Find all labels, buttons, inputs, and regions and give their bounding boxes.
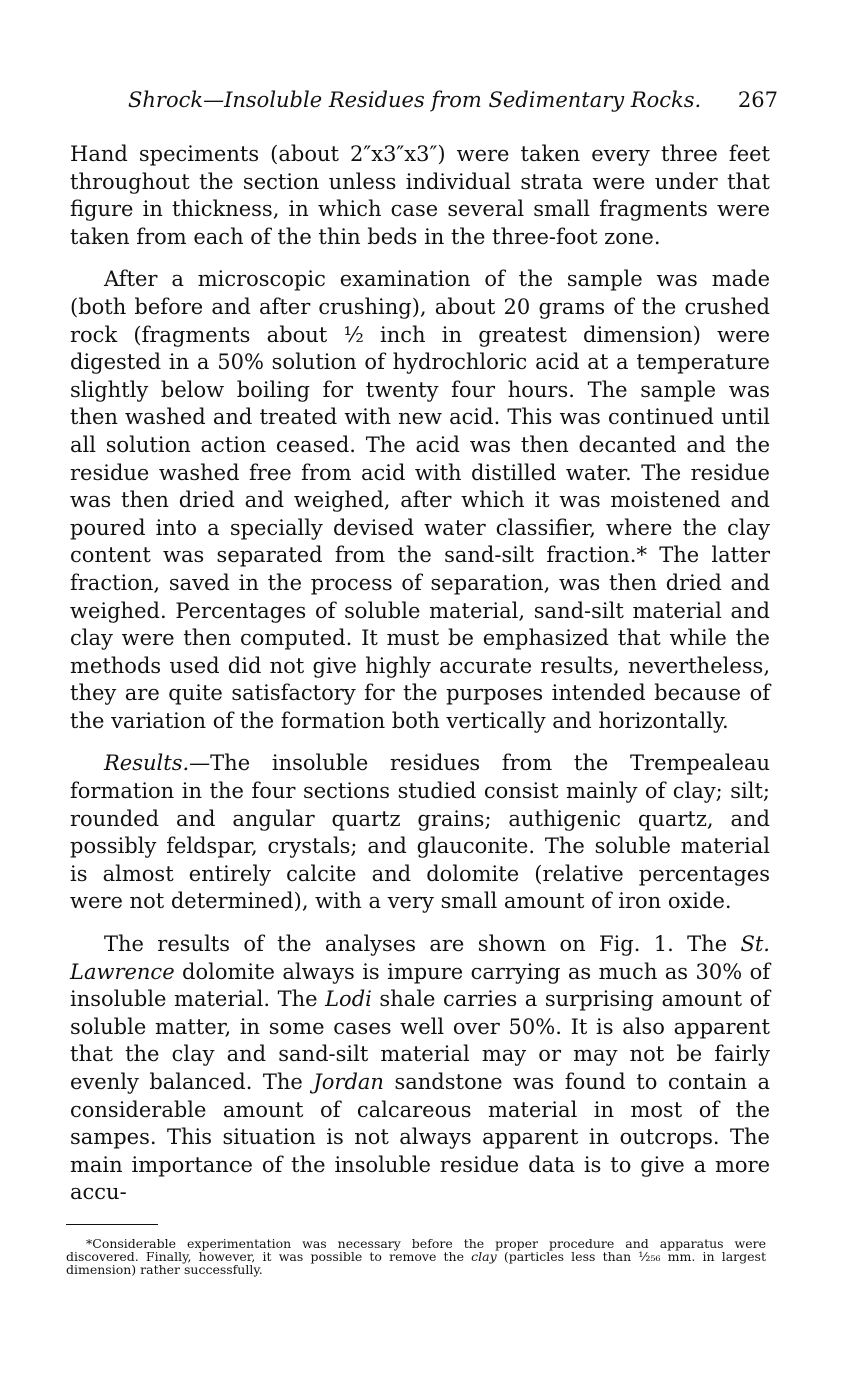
footnote [66,1237,766,1276]
running-title: Shrock—Insoluble Residues from Sedimentary Rocks. [128,88,702,112]
formation-st-lawrence: St. Lawrence [70,932,770,984]
running-header [128,86,778,114]
formation-jordan: Jordan [313,1070,384,1094]
paragraph-specimens: Hand speciments (about 2″x3″x3″) were taken every three feet throughout the section unless individual strata were under that figure in thickness, in which case several small fragments were taken from each of the thin beds in the three-foot zone. [70,142,770,249]
results-text: —The insoluble residues from the Trempealeau formation in the four sections studied consist mainly of clay; silt; rounded and angular quartz grains; authigenic quartz, and possibly feldspar, crystals; and glauconite. The soluble material is almost entirely calcite and dolomite (relative percentages were not determined), with a very small amount of iron oxide. [70,751,770,914]
paragraph-analysis [70,931,770,1207]
analysis-text-4: sandstone was found to contain a considerable amount of calcareous material in most of the sampes. This situation is not always apparent in outcrops. The main importance of the insoluble residue data is to give a more accu- [70,1070,771,1205]
footnote-text-2: (particles less than ¹⁄₂₅₆ mm. in largest dimension) rather successfully. [66,1249,766,1277]
analysis-text-3: shale carries a surprising amount of soluble matter, in some cases well over 50%. It is also apparent that the clay and sand-silt material may or may not be fairly evenly balanced. The [70,987,770,1094]
footnote-rule [66,1224,158,1225]
footnote-paragraph [66,1237,766,1276]
analysis-text-1: The results of the analyses are shown on Fig. 1. The [104,932,741,957]
footnote-text-1: *Considerable experimentation was necessary before the proper procedure and apparatus were discovered. Finally, however, it was possible to remove the [66,1236,766,1264]
body-text [70,141,770,1222]
paragraph-results [70,750,770,916]
page-number: 267 [737,88,778,112]
paragraph-method: After a microscopic examination of the sample was made (both before and after crushing), about 20 grams of the crushed rock (fragments about ½ inch in greatest dimension) were digested in a 50% solution of hydrochloric acid at a temperature slightly below boiling for twenty four hours. The sample was then washed and treated with new acid. This was continued until all solution action ceased. The acid was then decanted and the residue washed free from acid with distilled water. The residue was then dried and weighed, after which it was moistened and poured into a specially devised water classifier, where the clay content was separated from the sand-silt fraction.* The latter fraction, saved in the process of separation, was then dried and weighed. Percentages of soluble material, sand-silt material and clay were then computed. It must be emphasized that while the methods used did not give highly accurate results, nevertheless, they are quite satisfactory for the purposes intended because of the variation of the formation both vertically and horizontally. [70,267,770,733]
formation-lodi: Lodi [325,987,372,1012]
analysis-text-2: dolomite always is impure carrying as much as 30% of insoluble material. The [70,959,770,1012]
footnote-clay: clay [471,1249,497,1264]
results-heading: Results. [104,751,190,776]
